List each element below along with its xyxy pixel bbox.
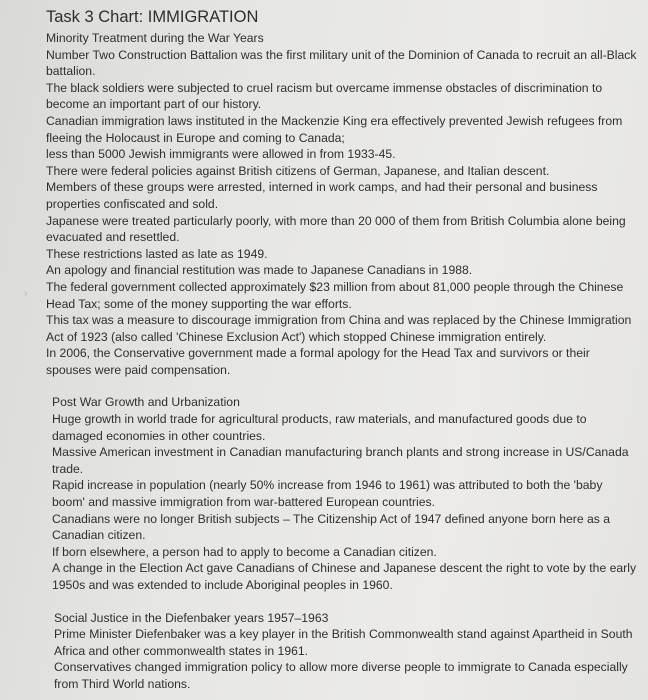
paragraph: These restrictions lasted as late as 1949.: [46, 246, 268, 261]
paragraph: Members of these groups were arrested, interned in work camps, and had their personal and business properties confiscated and sold.: [46, 180, 598, 211]
paragraph: This tax was a measure to discourage immigration from China and was replaced by the Chinese Immigration Act of 1923 (also called 'Chinese Exclusion Act') which stopped Chinese immigration entirely.: [46, 313, 632, 344]
paragraph: Huge growth in world trade for agricultural products, raw materials, and manufactured goods due to damaged economies in other countries.: [52, 412, 587, 443]
paragraph: A change in the Election Act gave Canadians of Chinese and Japanese descent the right to vote by the early 1950s and was extended to include Aboriginal peoples in 1960.: [52, 561, 637, 592]
paragraph: Prime Minister Diefenbaker was a key player in the British Commonwealth stand against Apartheid in South Africa and other commonwealth states in 1961.: [54, 627, 633, 658]
section-heading: Minority Treatment during the War Years: [46, 31, 264, 45]
paragraph: Canadians were no longer British subjects – The Citizenship Act of 1947 defined anyone born here as a Canadian citizen.: [52, 511, 611, 543]
section-heading: Social Justice in the Diefenbaker years 1957–1963: [54, 610, 329, 625]
margin-arrow-icon: ›: [24, 288, 28, 299]
paragraph: There were federal policies against British citizens of German, Japanese, and Italian descent.: [46, 163, 550, 178]
paragraph: Number Two Construction Battalion was the first military unit of the Dominion of Canada to recruit an all-Black battalion.: [46, 47, 637, 79]
paragraph: Japanese were treated particularly poorly, with more than 20 000 of them from British Columbia alone being evacuated and resettled.: [46, 213, 626, 245]
section-diefenbaker: [46, 610, 638, 693]
section-war-years: [46, 30, 638, 378]
paragraph: The federal government collected approximately $23 million from about 81,000 people through the Chinese Head Tax; some of the money supporting the war efforts.: [46, 279, 624, 311]
paragraph: An apology and financial restitution was made to Japanese Canadians in 1988.: [46, 263, 473, 278]
paragraph: Rapid increase in population (nearly 50% increase from 1946 to 1961) was attributed to both the 'baby boom' and massive immigration from war-battered European countries.: [52, 478, 603, 510]
document-title: Task 3 Chart: IMMIGRATION: [46, 8, 259, 26]
paragraph: In 2006, the Conservative government made a formal apology for the Head Tax and survivors or their spouses were paid compensation.: [46, 346, 590, 377]
paragraph: Canadian immigration laws instituted in the Mackenzie King era effectively prevented Jewish refugees from fleeing the Holocaust in Europe and coming to Canada;: [46, 113, 623, 145]
paragraph: less than 5000 Jewish immigrants were allowed in from 1933-45.: [46, 147, 396, 162]
paragraph: Massive American investment in Canadian manufacturing branch plants and strong increase in US/Canada trade.: [52, 445, 629, 476]
paragraph: Conservatives changed immigration policy to allow more diverse people to immigrate to Canada especially from Third World nations.: [54, 660, 628, 691]
paragraph: If born elsewhere, a person had to apply to become a Canadian citizen.: [52, 544, 437, 559]
paragraph: The black soldiers were subjected to cruel racism but overcame immense obstacles of discrimination to become an important part of our history.: [46, 80, 603, 112]
section-heading: Post War Growth and Urbanization: [52, 395, 240, 410]
section-post-war: [46, 394, 638, 593]
